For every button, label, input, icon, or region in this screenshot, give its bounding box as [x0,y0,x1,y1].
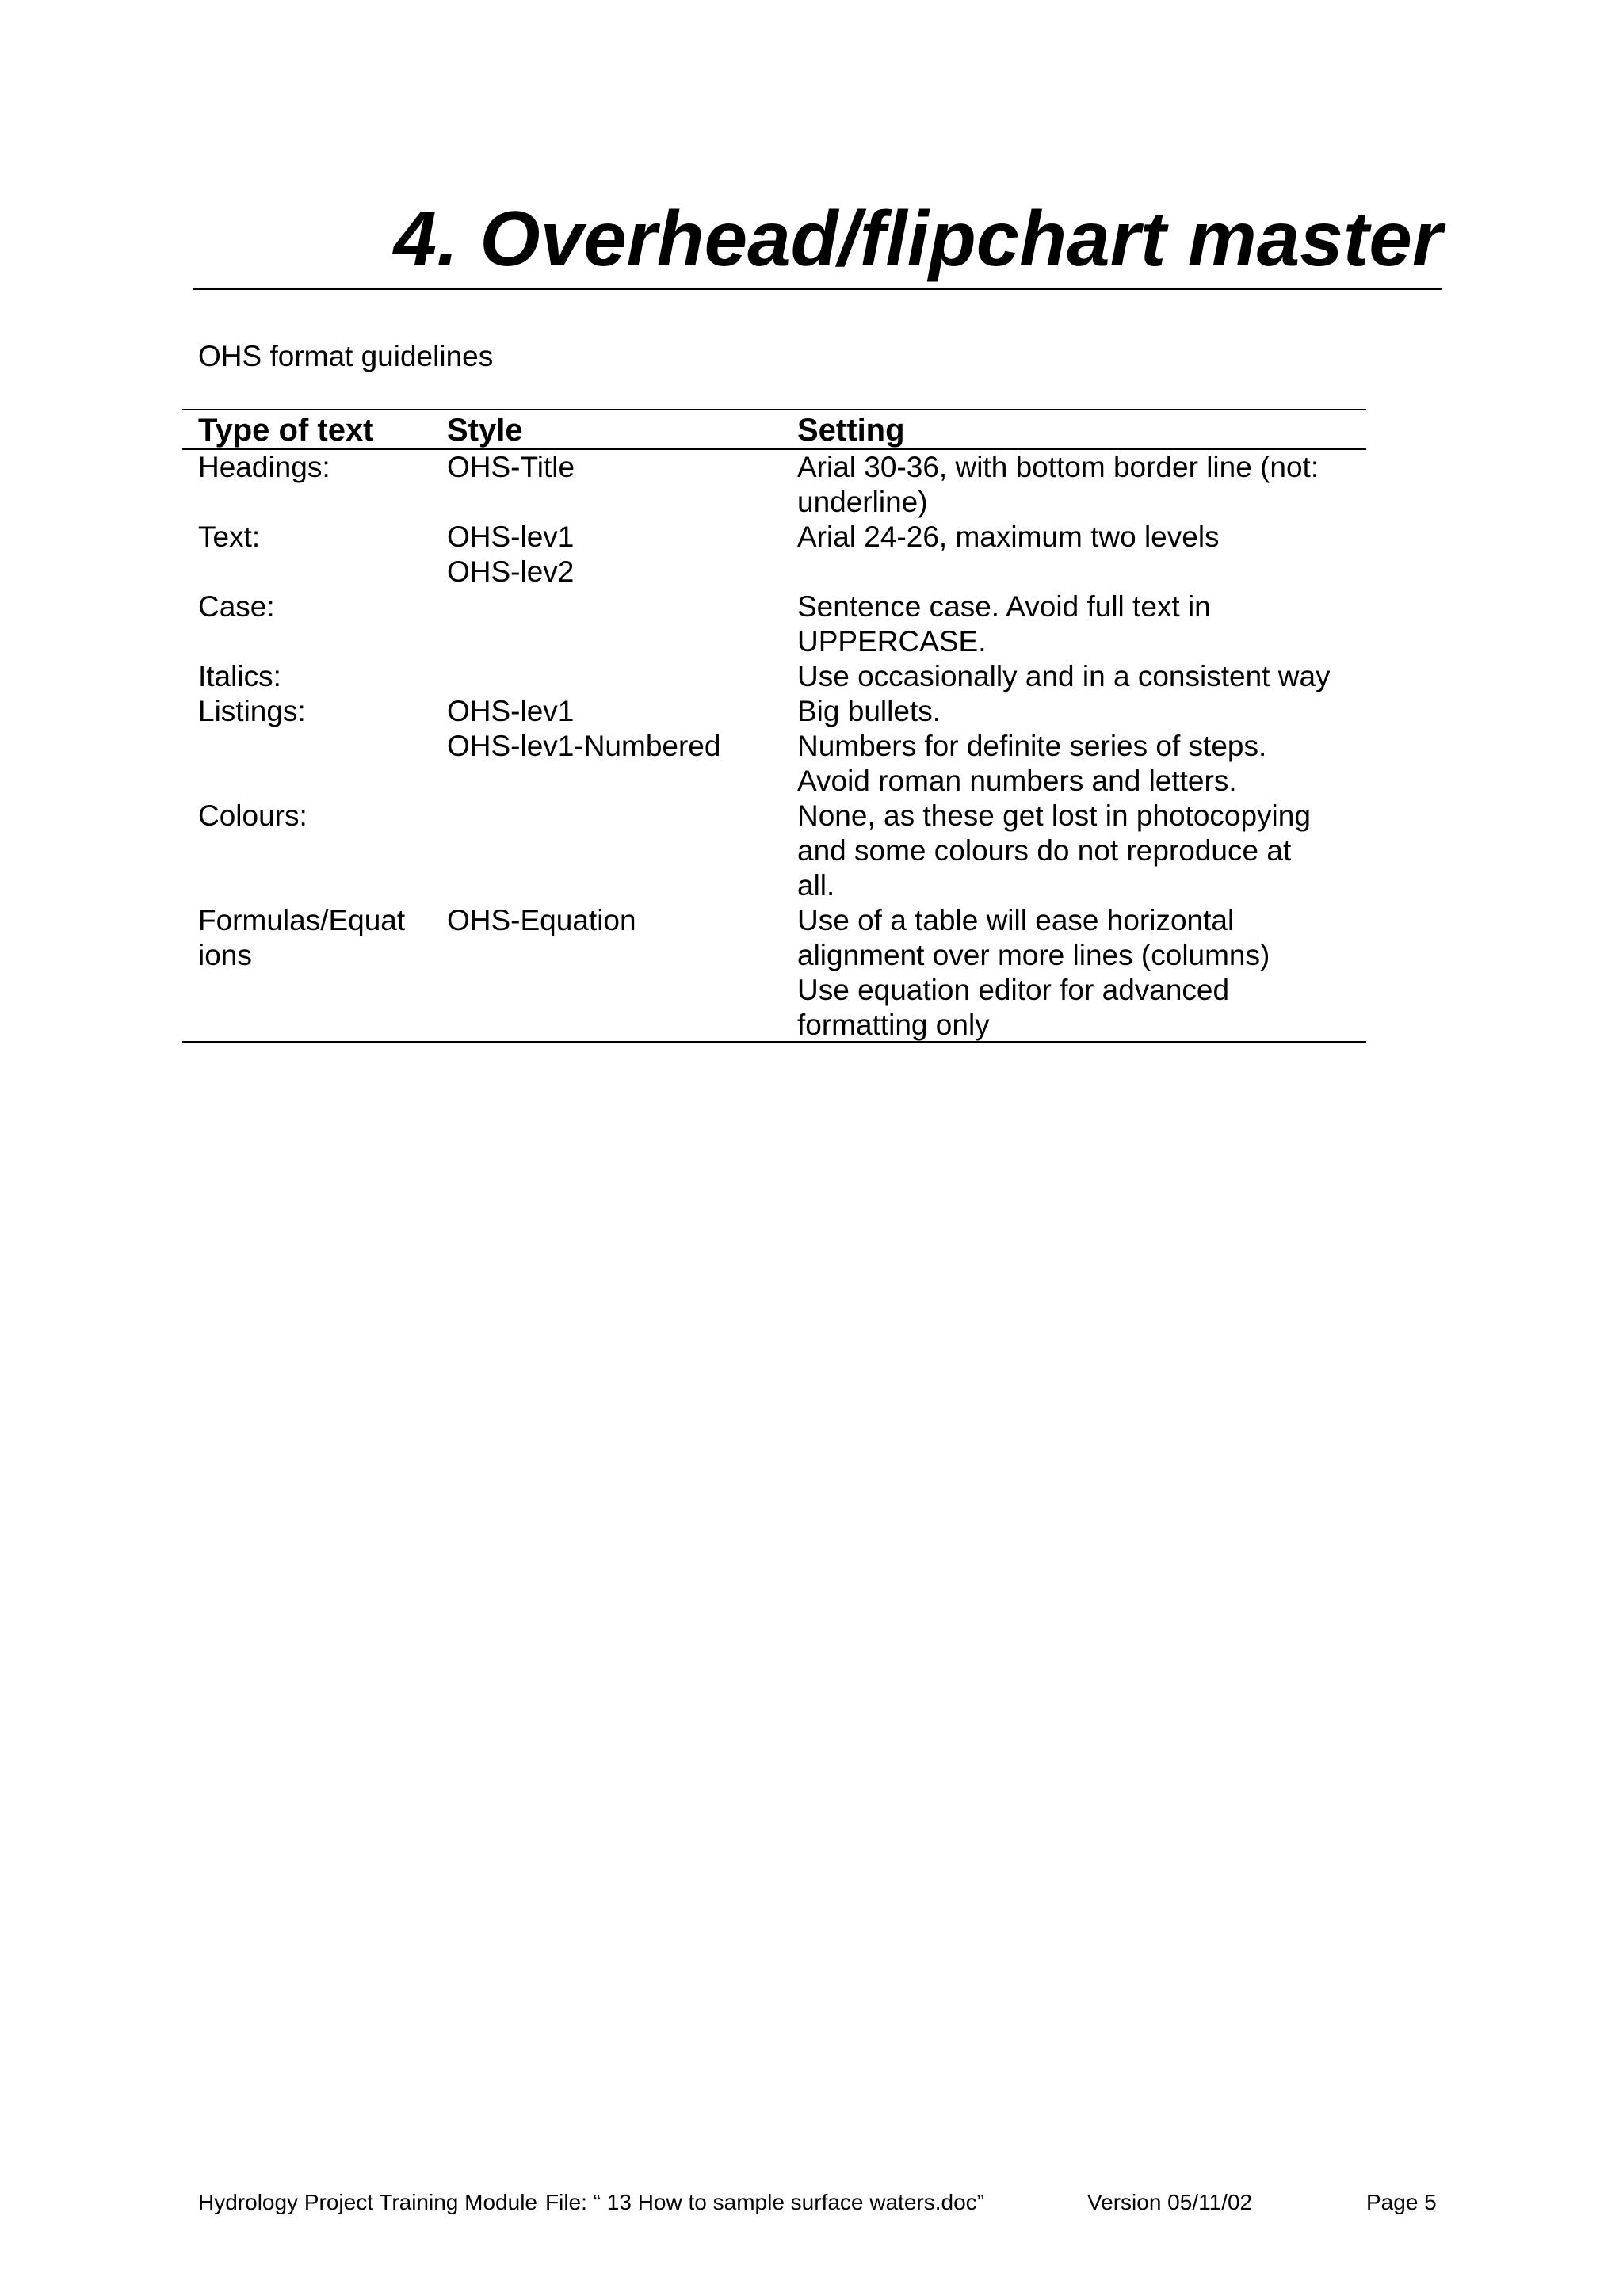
cell-setting-colours-line2: and some colours do not reproduce at [797,834,1292,867]
section-title: 4. Overhead/flipchart master [393,195,1442,282]
footer-file: File: “ 13 How to sample surface waters.doc” [545,2190,984,2214]
cell-setting-text: Arial 24-26, maximum two levels [797,521,1220,553]
cell-setting-headings-line2: underline) [797,486,928,518]
cell-type-colours: Colours: [198,799,307,832]
cell-type-headings: Headings: [198,451,330,483]
cell-setting-colours-line1: None, as these get lost in photocopying [797,799,1311,832]
cell-type-italics: Italics: [198,660,281,692]
footer-module: Hydrology Project Training Module [198,2190,537,2214]
cell-setting-formulas-line2: alignment over more lines (columns) [797,939,1270,971]
cell-setting-headings-line1: Arial 30-36, with bottom border line (not: [797,451,1319,483]
cell-setting-case-line2: UPPERCASE. [797,625,987,658]
cell-setting-formulas-line4: formatting only [797,1009,990,1041]
footer-page-number: Page 5 [1366,2190,1437,2214]
cell-setting-formulas-line1: Use of a table will ease horizontal [797,904,1235,936]
header-type-of-text: Type of text [198,413,374,448]
cell-setting-colours-line3: all. [797,869,835,902]
cell-type-formulas-line2: ions [198,939,252,971]
cell-setting-italics: Use occasionally and in a consistent way [797,660,1331,692]
cell-setting-formulas-line3: Use equation editor for advanced [797,974,1230,1006]
header-style: Style [447,413,523,448]
cell-type-formulas-line1: Formulas/Equat [198,904,406,936]
cell-style-text-line1: OHS-lev1 [447,521,575,553]
cell-type-listings: Listings: [198,695,306,727]
cell-style-text-line2: OHS-lev2 [447,555,575,588]
cell-style-formulas: OHS-Equation [447,904,636,936]
cell-type-text: Text: [198,521,261,553]
title-divider [193,288,1442,290]
table-bottom-border [182,1041,1366,1043]
cell-setting-listings-line1: Big bullets. [797,695,941,727]
cell-style-headings: OHS-Title [447,451,575,483]
cell-setting-listings-line3: Avoid roman numbers and letters. [797,765,1237,797]
cell-setting-case-line1: Sentence case. Avoid full text in [797,590,1211,623]
cell-style-listings-line2: OHS-lev1-Numbered [447,730,721,762]
footer-version: Version 05/11/02 [1087,2190,1253,2214]
cell-type-case: Case: [198,590,275,623]
cell-setting-listings-line2: Numbers for definite series of steps. [797,730,1267,762]
cell-style-listings-line1: OHS-lev1 [447,695,575,727]
header-setting: Setting [797,413,905,448]
intro-text: OHS format guidelines [198,340,494,372]
